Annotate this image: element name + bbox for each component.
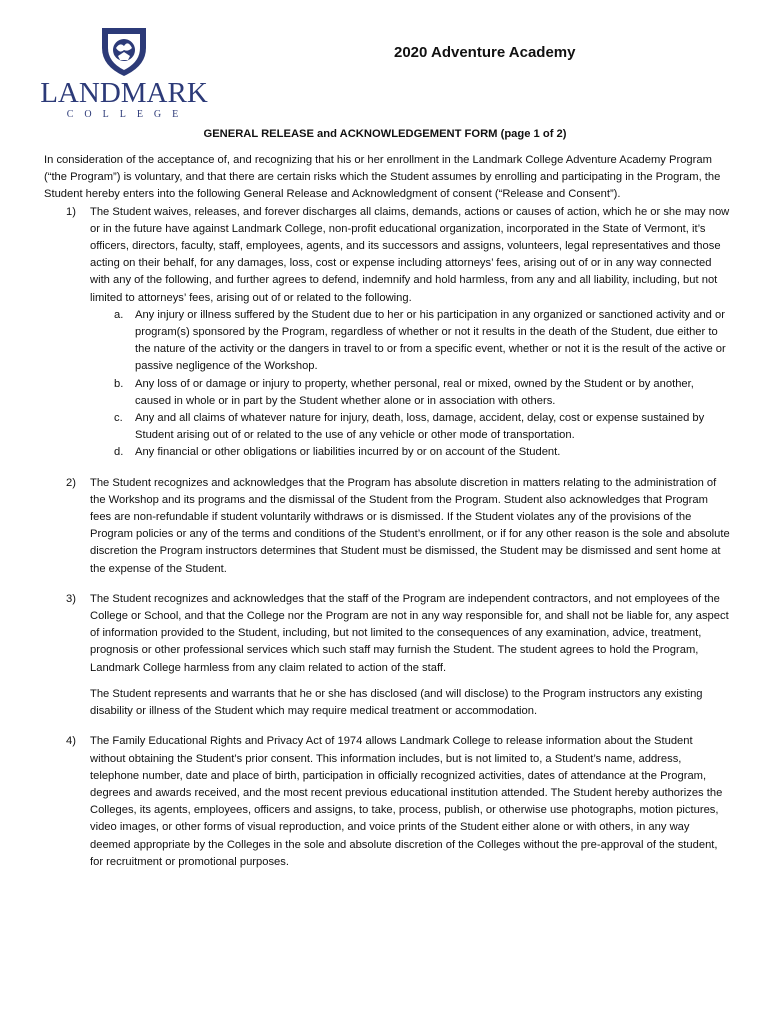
clause-3 [44, 591, 730, 720]
subitem-text: Any injury or illness suffered by the Student due to her or his participation in any organized or sanctioned activity and or program(s) sponsored by the Program, regardless of whether or not it results in the death of the Student, due either to the nature of the activity or the dangers in travel to or from a specific event, whether or not it is the result of the active or passive negligence of the Workshop. [135, 308, 726, 373]
clause-3-extra-text: The Student represents and warrants that he or she has disclosed (and will disclose) to the Program instructors any existing disability or illness of the Student which may require medical treatment or accommodation. [90, 687, 703, 718]
logo-wordmark: LANDMARK [40, 77, 208, 109]
subitem-c [90, 410, 730, 444]
release-clauses [44, 204, 730, 871]
shield-icon [98, 26, 150, 78]
clause-number: 3) [66, 592, 76, 605]
logo-subtitle: COLLEGE [66, 109, 190, 120]
subitem-text: Any financial or other obligations or liabilities incurred by or on account of the Student. [135, 446, 561, 459]
clause-4 [44, 733, 730, 871]
subitem-d [90, 444, 730, 461]
intro-paragraph: In consideration of the acceptance of, and recognizing that his or her enrollment in the Landmark College Adventure Academy Program (“the Program”) is voluntary, and that there are certain risks which the Student assumes by enrolling and participating in the Program, the Student hereby enters into the following General Release and Acknowledgment of consent (“Release and Consent”). [44, 154, 721, 201]
clause-number: 4) [66, 735, 76, 748]
document-title: 2020 Adventure Academy [394, 44, 576, 61]
landmark-college-logo [40, 26, 208, 122]
subitem-text: Any and all claims of whatever nature for injury, death, loss, damage, accident, delay, cost or expense sustained by Student arising out of or related to the use of any vehicle or other mode of transportation. [135, 412, 705, 442]
form-heading: GENERAL RELEASE and ACKNOWLEDGEMENT FORM (page 1 of 2) [203, 128, 567, 140]
clause-1-subitems [90, 307, 730, 462]
subitem-text: Any loss of or damage or injury to property, whether personal, real or mixed, owned by the Student or by another, caused in whole or in part by the Student whether alone or in association with others. [135, 377, 694, 407]
subitem-number: b. [114, 377, 124, 390]
subitem-a [90, 307, 730, 376]
clause-number: 1) [66, 205, 76, 218]
subitem-number: c. [114, 412, 123, 425]
clause-text: The Student waives, releases, and forever discharges all claims, demands, actions or causes of action, which he or she may now or in the future have against Landmark College, non-profit educational organization, incorporated in the State of Vermont, it’s officers, directors, faculty, staff, employees, agents, and its successors and assigns, volunteers, legal representatives and those acting on their behalf, for any damages, loss, cost or expense including attorneys’ fees, arising out of or in any way connected with any of the following, and further agrees to defend, indemnify and hold harmless, from any and all liability, including, but not limited to attorneys’ fees, arising out of or related to the following. [90, 205, 730, 304]
clause-1 [44, 204, 730, 462]
clause-text: The Family Educational Rights and Privacy Act of 1974 allows Landmark College to release information about the Student without obtaining the Student’s prior consent. This information includes, but is not limited to, a Student’s name, address, telephone number, date and place of birth, participation in officially recognized activities, dates of attendance at the Program, degrees and awards received, and the most recent previous educational institution attended. The Student hereby authorizes the Colleges, its agents, employees, officers and assigns, to take, process, publish, or otherwise use photographs, motion pictures, video images, or other forms of visual reproduction, and voice prints of the Student either alone or with others, in any way deemed appropriate by the Colleges in the sole and absolute discretion of the Colleges without the pre-approval of the student, for recruitment or promotional purposes. [90, 735, 723, 868]
clause-text: The Student recognizes and acknowledges that the Program has absolute discretion in matters relating to the administration of the Workshop and its programs and the dismissal of the Student from the Program. Student also acknowledges that Program fees are non-refundable if student voluntarily withdraws or is dismissed. If the Student violates any of the provisions of the Program policies or any of the terms and conditions of the Student’s enrollment, or if for any other reason is the sole and absolute discretion the Program instructors determines that Student must be dismissed, the Student may be dismissed and sent home at the expense of the Student. [90, 476, 730, 575]
subitem-number: d. [114, 446, 124, 459]
form-body [44, 152, 730, 871]
clause-text: The Student recognizes and acknowledges that the staff of the Program are independent contractors, and not employees of the College or School, and that the College nor the Program are not in any way responsible for, and shall not be liable for, any aspect of information provided to the Student, including, but not limited to the consequences of any examination, advice, treatment, prognosis or other professional services which such staff may furnish the Student. The student agrees to hold the Program, Landmark College harmless from any claim related to action of the staff. [90, 592, 729, 674]
subitem-b [90, 376, 730, 410]
clause-2 [44, 475, 730, 578]
clause-number: 2) [66, 476, 76, 489]
subitem-number: a. [114, 308, 124, 321]
